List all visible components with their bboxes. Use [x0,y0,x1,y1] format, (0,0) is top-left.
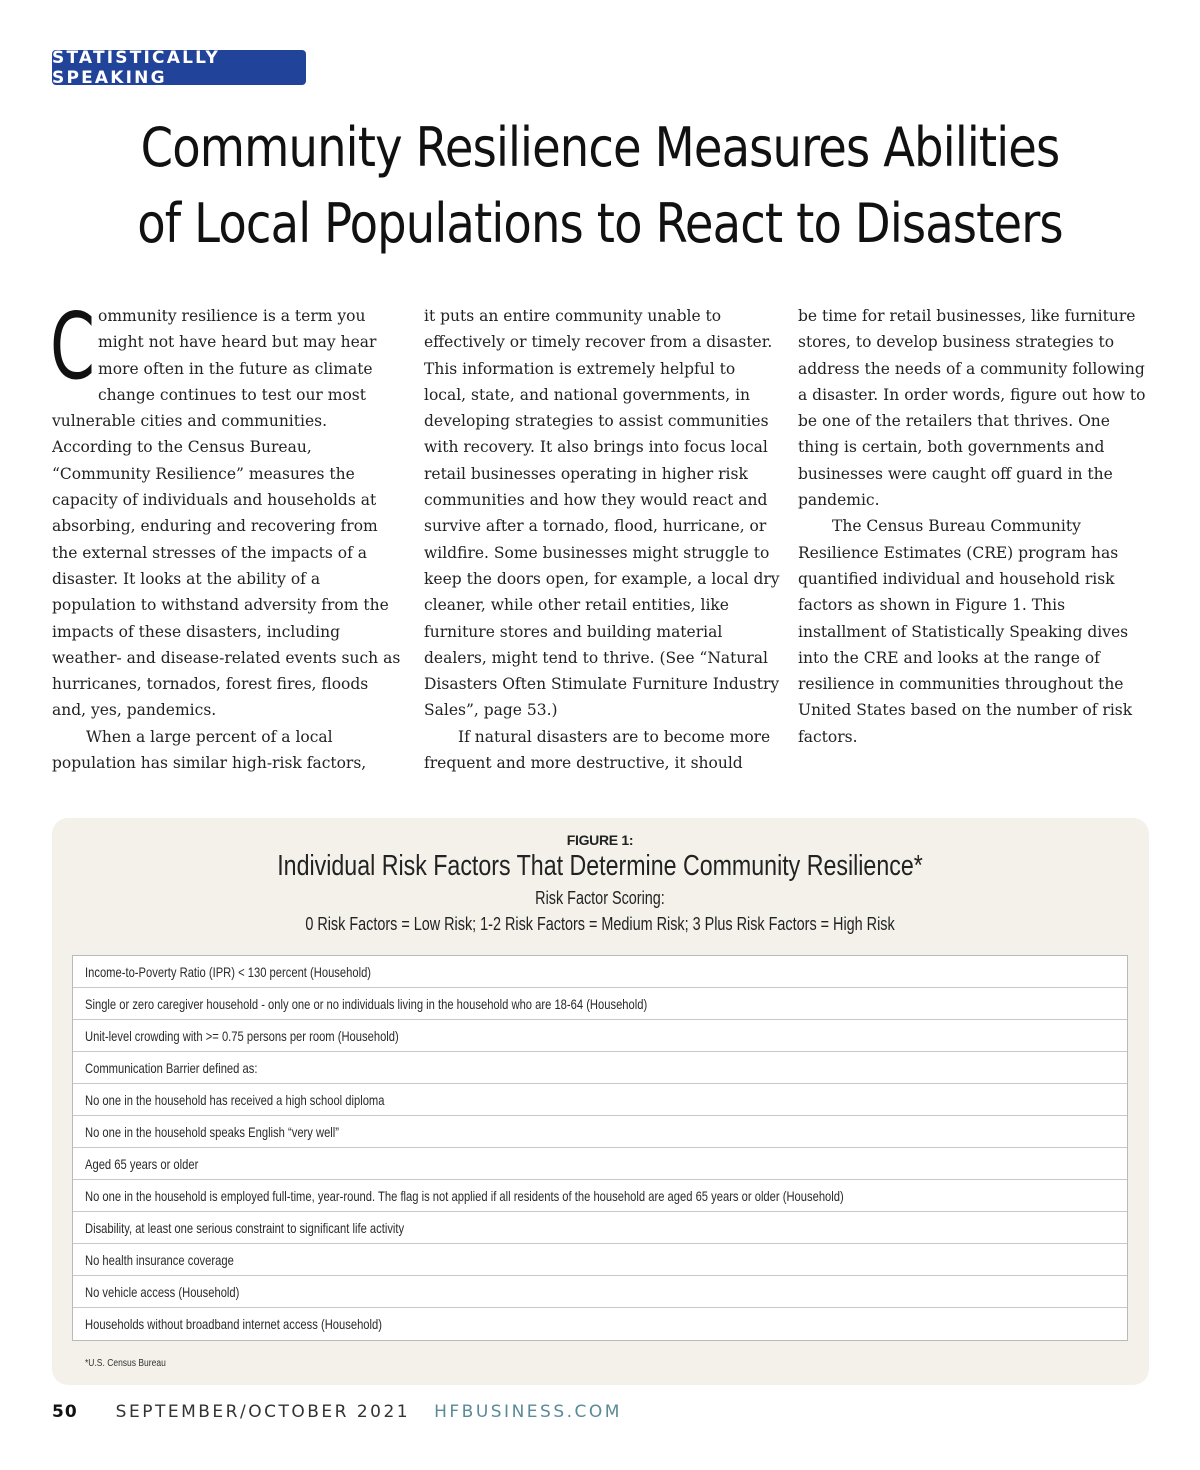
table-cell: Single or zero caregiver household - only one or no individuals living in the household who are 18-64 (Household) [85,995,648,1012]
table-cell: No one in the household is employed full-time, year-round. The flag is not applied if all residents of the household are aged 65 years or older (Household) [85,1187,844,1204]
table-row [73,1116,1127,1148]
paragraph: When a large percent of a local population has similar high-risk factors, [52,727,367,773]
page-footer [52,1400,622,1424]
table-cell: No one in the household speaks English “very well” [85,1123,340,1140]
table-row [73,956,1127,988]
issue-date: SEPTEMBER/OCTOBER 2021 [115,1402,411,1422]
risk-factor-table [72,955,1128,1341]
table-row [73,1052,1127,1084]
table-row [73,1180,1127,1212]
table-cell: Disability, at least one serious constraint to significant life activity [85,1219,405,1236]
table-row [73,988,1127,1020]
figure-subtitle: Risk Factor Scoring: [535,888,665,908]
figure-source: *U.S. Census Bureau [85,1358,166,1369]
paragraph: ommunity resilience is a term you might not have heard but may hear more often in the future as climate change continues to test our most vulnerable cities and communities. According to the Census Bureau, “Community Resilience” measures the capacity of individuals and households at absorbing, enduring and recovering from the external stresses of the impacts of a disaster. It looks at the ability of a population to withstand adversity from the impacts of these disasters, including weather- and disease-related events such as hurricanes, tornados, forest fires, floods and, yes, pandemics. [52,307,401,720]
table-row [73,1276,1127,1308]
figure-label: FIGURE 1: [566,832,634,848]
figure-title: Individual Risk Factors That Determine Community Resilience* [277,850,923,882]
paragraph: it puts an entire community unable to effectively or timely recover from a disaster. This information is extremely helpful to local, state, and national governments, in developing strategies to assist communities with recovery. It also brings into focus local retail businesses operating in higher risk communities and how they would react and survive after a tornado, flood, hurricane, or wildfire. Some businesses might struggle to keep the doors open, for example, a local dry cleaner, while other retail entities, like furniture stores and building material dealers, might tend to thrive. (See “Natural Disasters Often Stimulate Furniture Industry Sales”, page 53.) [424,307,780,720]
headline [40,110,1160,262]
table-row [73,1020,1127,1052]
table-row [73,1244,1127,1276]
article-column-1 [50,293,404,776]
table-row [73,1308,1127,1340]
headline-line-1: Community Resilience Measures Abilities [140,116,1060,179]
headline-line-2: of Local Populations to React to Disasters [137,192,1063,255]
table-cell: Households without broadband internet access (Household) [85,1316,382,1332]
table-row [73,1084,1127,1116]
table-row [73,1212,1127,1244]
table-cell: Unit-level crowding with >= 0.75 persons per room (Household) [85,1027,399,1044]
table-cell: Income-to-Poverty Ratio (IPR) < 130 percent (Household) [85,963,372,980]
table-cell: No one in the household has received a high school diploma [85,1091,385,1108]
paragraph: The Census Bureau Community Resilience Estimates (CRE) program has quantified individual and household risk factors as shown in Figure 1. This installment of Statistically Speaking dives into the CRE and looks at the range of resilience in communities throughout the United States based on the number of risk factors. [798,517,1133,746]
table-cell: No health insurance coverage [85,1251,234,1268]
paragraph: be time for retail businesses, like furniture stores, to develop business strategies to address the needs of a community following a disaster. In order words, figure out how to be one of the retailers that thrives. One thing is certain, both governments and businesses were caught off guard in the pandemic. [798,307,1146,510]
article-column-2 [424,303,780,776]
paragraph: If natural disasters are to become more frequent and more destructive, it should [424,727,771,773]
figure-scoring: 0 Risk Factors = Low Risk; 1-2 Risk Factors = Medium Risk; 3 Plus Risk Factors = High Risk [305,914,895,934]
website-link[interactable]: HFBUSINESS.COM [434,1402,622,1422]
page-number: 50 [52,1402,78,1422]
article-column-3 [798,303,1154,750]
section-tag: STATISTICALLY SPEAKING [52,50,306,85]
table-cell: No vehicle access (Household) [85,1283,240,1300]
table-cell: Aged 65 years or older [85,1155,199,1172]
table-row [73,1148,1127,1180]
drop-cap: C [50,293,95,400]
table-cell: Communication Barrier defined as: [85,1059,258,1076]
